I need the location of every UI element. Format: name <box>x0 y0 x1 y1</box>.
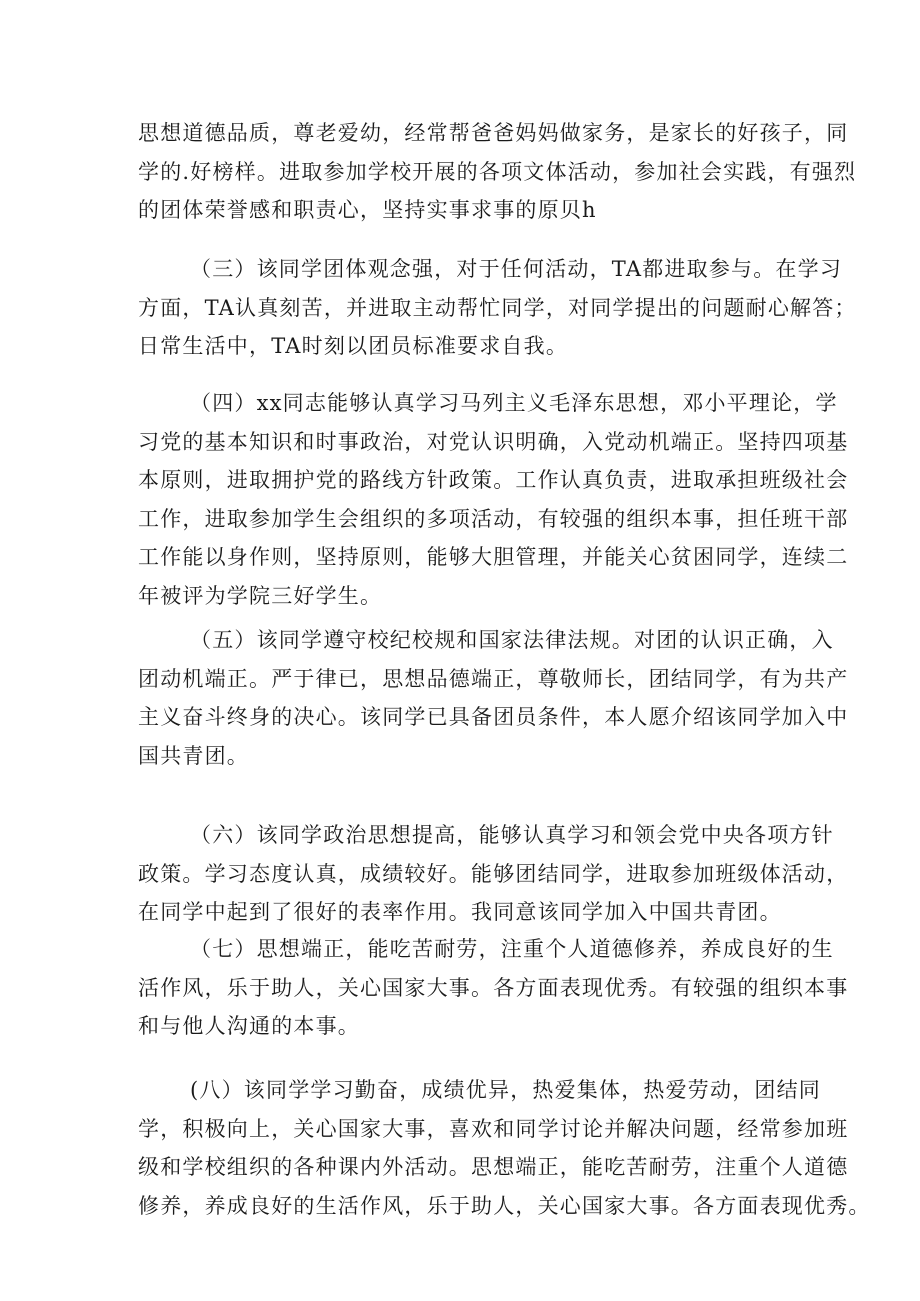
text-line: 修养，养成良好的生活作风，乐于助人，关心国家大事。各方面表现优秀。 <box>138 1193 871 1218</box>
text-line: （七）思想端正，能吃苦耐劳，注重个人道德修养，养成良好的生 <box>190 937 834 961</box>
text-line: 本原则，进取拥护党的路线方针政策。工作认真负责，进取承担班级社会 <box>138 468 849 492</box>
paragraph-continuation <box>138 114 857 230</box>
text-line: 日常生活中，TA时刻以团员标准要求自我。 <box>138 334 569 358</box>
text-line: 团动机端正。严于律已，思想品德端正，尊敬师长，团结同学，有为共产 <box>138 666 849 691</box>
text-line: 的团体荣誉感和职责心，坚持实事求事的原贝h <box>138 198 597 222</box>
paragraph-3 <box>138 250 857 366</box>
text-line: 方面，TA认真刻苦，并进取主动帮忙同学，对同学提出的问题耐心解答； <box>138 295 857 320</box>
text-line: 工作，进取参加学生会组织的多项活动，有较强的组织本事，担任班干部 <box>138 506 849 531</box>
text-line: (八）该同学学习勤奋，成绩优异，热爱集体，热爱劳动，团结同 <box>190 1078 821 1102</box>
text-line: 学，积极向上，关心国家大事，喜欢和同学讨论并解决问题，经常参加班 <box>138 1116 849 1141</box>
text-line: （五）该同学遵守校纪校规和国家法律法规。对团的认识正确，入 <box>190 628 834 652</box>
text-line: 级和学校组织的各种课内外活动。思想端正，能吃苦耐劳，注重个人道德 <box>138 1155 849 1179</box>
text-line: 和与他人沟通的本事。 <box>138 1014 360 1038</box>
text-line: 年被评为学院三好学生。 <box>138 583 383 608</box>
paragraph-8 <box>138 1071 871 1225</box>
text-line: 习党的基本知识和时事政治，对党认识明确，入党动机端正。坚持四项基 <box>138 429 849 454</box>
text-line: 思想道德品质，尊老爱幼，经常帮爸爸妈妈做家务，是家长的好孩子，同 <box>138 121 849 145</box>
text-line: （四）xx同志能够认真学习马列主义毛泽东思想，邓小平理论，学 <box>190 391 838 415</box>
text-line: 工作能以身作则，坚持原则，能够大胆管理，并能关心贫困同学，连续二 <box>138 545 849 569</box>
paragraph-4 <box>138 384 849 615</box>
text-line: 活作风，乐于助人，关心国家大事。各方面表现优秀。有较强的组织本事 <box>138 975 849 1000</box>
text-line: 在同学中起到了很好的表率作用。我同意该同学加入中国共青团。 <box>138 900 782 924</box>
text-line: 政策。学习态度认真，成绩较好。能够团结同学，进取参加班级体活动， <box>138 861 849 886</box>
text-line: （六）该同学政治思想提高，能够认真学习和领会党中央各项方针 <box>190 823 834 847</box>
text-line: （三）该同学团体观念强，对于任何活动，TA都进取参与。在学习 <box>190 257 843 281</box>
paragraph-6 <box>138 816 849 932</box>
text-line: 学的.好榜样。进取参加学校开展的各项文体活动，参加社会实践，有强烈 <box>138 159 857 184</box>
paragraph-7 <box>138 930 849 1046</box>
text-line: 国共青团。 <box>138 743 249 768</box>
text-line: 主义奋斗终身的决心。该同学已具备团员条件，本人愿介绍该同学加入中 <box>138 705 849 729</box>
paragraph-5 <box>138 621 849 775</box>
